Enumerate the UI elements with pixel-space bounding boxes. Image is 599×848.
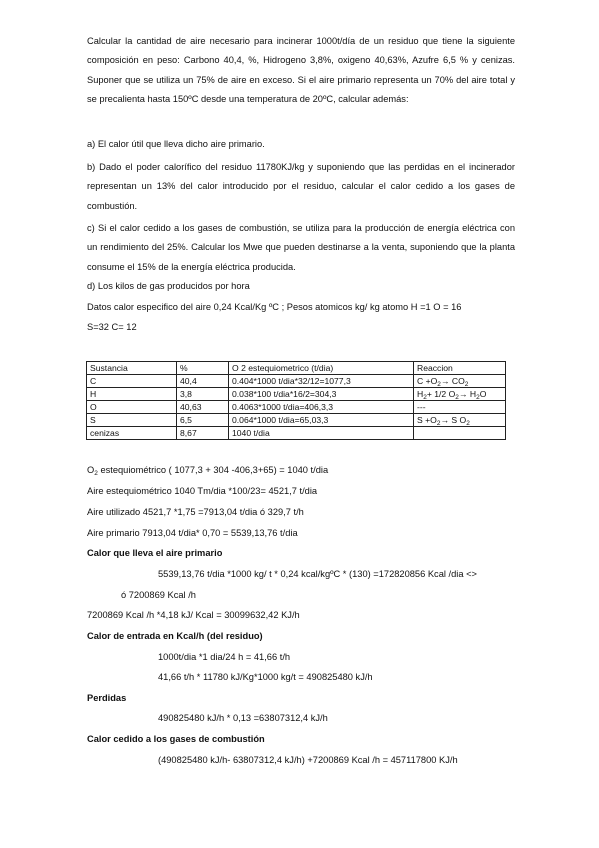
heading-calor-cedido: Calor cedido a los gases de combustión [87,734,265,744]
cell-percent: 6,5 [177,414,229,427]
cell-o2: 1040 t/dia [229,427,414,440]
header-o2: O 2 estequiometrico (t/dia) [229,362,414,375]
cell-o2: 0.064*1000 t/dia=65,03,3 [229,414,414,427]
heading-calor-aire-primario: Calor que lleva el aire primario [87,548,223,558]
table-row [87,401,506,414]
table-row [87,414,506,427]
header-reaccion: Reaccion [414,362,506,375]
heading-calor-entrada: Calor de entrada en Kcal/h (del residuo) [87,631,263,641]
cell-percent: 40,63 [177,401,229,414]
aire-primario-line: Aire primario 7913,04 t/dia* 0,70 = 5539,13,76 t/dia [87,528,298,538]
table-row [87,427,506,440]
cell-percent: 3,8 [177,388,229,401]
calc-primario-1: 5539,13,76 t/dia *1000 kg/ t * 0,24 kcal/kgºC * (130) =172820856 Kcal /dia <> [158,569,477,579]
calc-entrada-1: 1000t/dia *1 dia/24 h = 41,66 t/h [158,652,291,662]
cell-reaccion: $C +O_2\to CO_2$ [414,375,506,388]
cell-sustancia: H [87,388,177,401]
data-line-1: Datos calor especifico del aire 0,24 Kcal/Kg ºC ; Pesos atomicos kg/ kg atomo H =1 O = 16 [87,302,462,312]
composition-table [86,361,506,440]
calc-perdidas: 490825480 kJ/h * 0,13 =63807312,4 kJ/h [158,713,328,723]
table-row [87,375,506,388]
question-d: d) Los kilos de gas producidos por hora [87,281,250,291]
cell-reaccion: --- [414,401,506,414]
calc-entrada-2: 41,66 t/h * 11780 kJ/Kg*1000 kg/t = 490825480 kJ/h [158,672,373,682]
cell-percent: 8,67 [177,427,229,440]
aire-utilizado-line: Aire utilizado 4521,7 *1,75 =7913,04 t/dia ó 329,7 t/h [87,507,304,517]
data-line-2: S=32 C= 12 [87,322,137,332]
cell-percent: 40,4 [177,375,229,388]
calc-primario-3: 7200869 Kcal /h *4,18 kJ/ Kcal = 30099632,42 KJ/h [87,610,300,620]
header-percent: % [177,362,229,375]
calc-primario-2: ó 7200869 Kcal /h [121,590,196,600]
table-row [87,388,506,401]
cell-reaccion: $H_2+ 1/2$ $O_2\to H_2O$ [414,388,506,401]
cell-o2: 0.4063*1000 t/dia=406,3,3 [229,401,414,414]
cell-sustancia: C [87,375,177,388]
cell-o2: 0.038*100 t/dia*16/2=304,3 [229,388,414,401]
problem-statement: Calcular la cantidad de aire necesario para incinerar 1000t/día de un residuo que tiene la siguiente composición en peso: Carbono 40,4, %, Hidrogeno 3,8%, oxigeno 40,63%, Azufre 6,5 % y cenizas. Suponer que se utiliza un 75% de aire en exceso. Si el aire primario representa un 70% del aire total y se precalienta hasta 150ºC desde una temperatura de 20ºC, calcular además: [87,36,515,104]
cell-sustancia: S [87,414,177,427]
question-c: c) Si el calor cedido a los gases de combustión, se utiliza para la producción de energía eléctrica con un rendimiento del 25%. Calcular los Mwe que pueden destinarse a la venta, suponiendo que la planta consume el 15% de la energía eléctrica producida. [87,223,515,272]
calc-calor-cedido: (490825480 kJ/h- 63807312,4 kJ/h) +7200869 Kcal /h = 457117800 KJ/h [158,755,458,765]
question-a: a) El calor útil que lleva dicho aire primario. [87,139,265,149]
aire-estequiometrico-line: Aire estequiométrico 1040 Tm/dia *100/23= 4521,7 t/dia [87,486,318,496]
cell-sustancia: cenizas [87,427,177,440]
cell-reaccion [414,427,506,440]
table-header-row [87,362,506,375]
question-b: b) Dado el poder calorífico del residuo 11780KJ/kg y suponiendo que las perdidas en el incinerador representan un 13% del calor introducido por el residuo, calcular el calor cedido a los gases de combustión. [87,162,515,211]
cell-reaccion: $S +O_2\to S$ $O_2$ [414,414,506,427]
cell-sustancia: O [87,401,177,414]
header-sustancia: Sustancia [87,362,177,375]
cell-o2: 0.404*1000 t/dia*32/12=1077,3 [229,375,414,388]
o2-stoich-line: $O_2$ estequiométrico ( 1077,3 + 304 -406,3+65) = 1040 t/dia [87,465,329,477]
heading-perdidas: Perdidas [87,693,127,703]
